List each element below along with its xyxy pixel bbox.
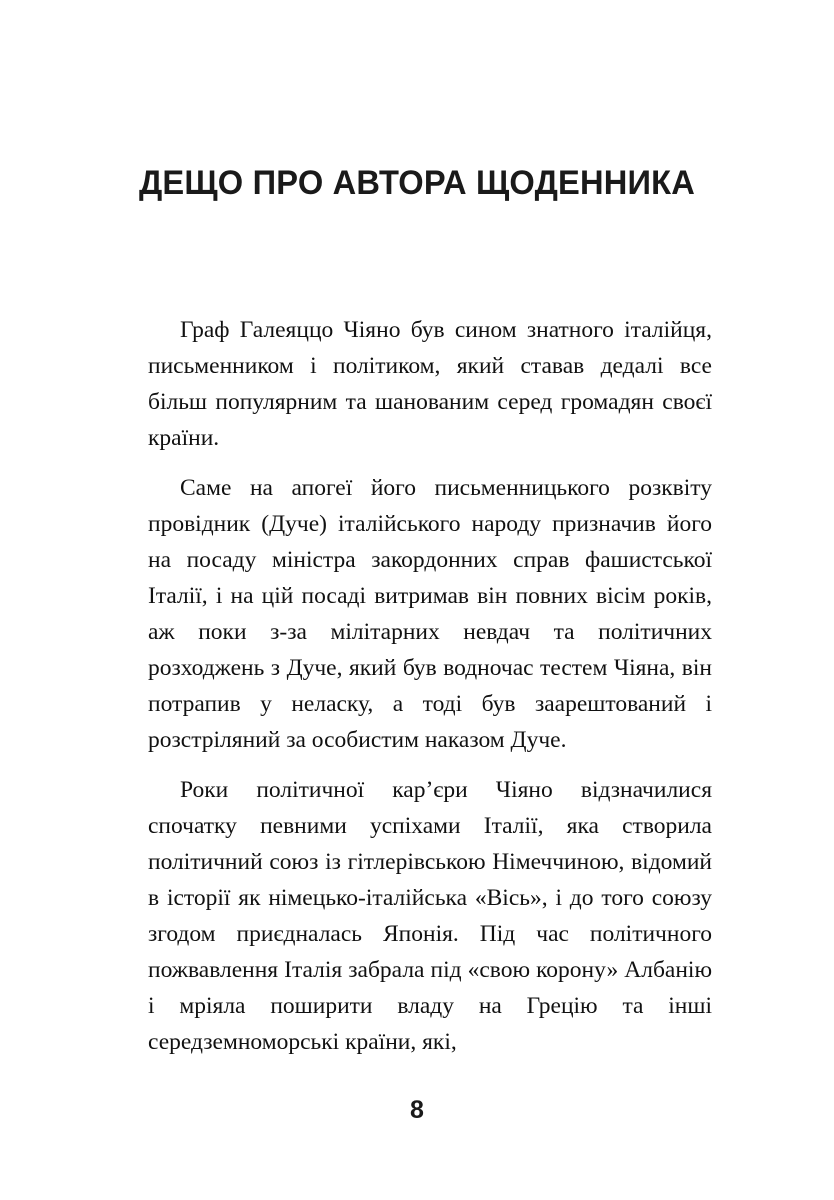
paragraph: Саме на апогеї його письменницького розквіту провідник (Дуче) італійського народу призначив його на посаду міністра закордонних справ фашистської Італії, і на цій посаді витримав він повних вісім років, аж поки з-за мілітарних невдач та політичних розходжень з Дуче, який був водночас тестем Чіяна, він потрапив у неласку, а тоді був заарештований і розстріляний за особистим наказом Дуче. — [148, 475, 712, 753]
body-text — [148, 312, 712, 1060]
paragraph: Роки політичної кар’єри Чіяно відзначилися спочатку певними успіхами Італії, яка створила політичний союз із гітлерівською Німеччиною, відомий в історії як німецько-італійська «Вісь», і до того союзу згодом приєдналась Японія. Під час політичного пожвавлення Італія забрала під «свою корону» Албанію і мріяла поширити владу на Грецію та інші середземноморські країни, які, — [148, 777, 712, 1055]
paragraph: Граф Галеяццо Чіяно був сином знатного італійця, письменником і політиком, який ставав дедалі все більш популярним та шанованим серед громадян своєї країни. — [148, 317, 712, 451]
page-title: ДЕЩО ПРО АВТОРА ЩОДЕННИКА — [138, 163, 696, 202]
page-number: 8 — [410, 1096, 424, 1124]
